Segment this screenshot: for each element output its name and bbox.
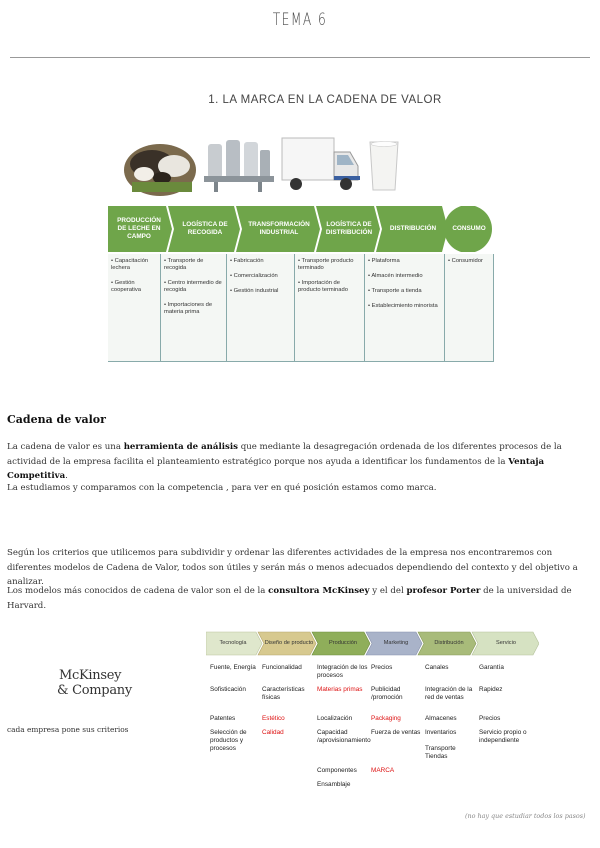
cadena-paragraph-4: Los modelos más conocidos de cadena de valor son el de la consultora McKinsey y el del profesor Porter de la universidad de Harvard. <box>7 586 572 611</box>
mk-cell: Selección de productos y procesos <box>210 729 247 752</box>
activity-item: • Transporte a tienda <box>368 287 422 294</box>
mk-cell: Características físicas <box>262 686 305 701</box>
mk-cell: Calidad <box>262 729 284 736</box>
stage-label-logistica-recogida: LOGÍSTICA DE RECOGIDA <box>182 221 228 236</box>
stage-activities-distribucion <box>364 254 444 362</box>
activity-item: • Comercialización <box>230 272 278 279</box>
activity-item: • Fabricación <box>230 258 264 264</box>
mk-cell: MARCA <box>371 767 395 774</box>
stage-activities-consumo <box>444 254 494 362</box>
mk-cell: Fuerza de ventas <box>371 729 421 736</box>
stage-activities-logistica-recogida <box>160 254 226 362</box>
mk-cell: Patentes <box>210 715 236 722</box>
mk-cell: Garantía <box>479 664 504 671</box>
activity-item: • Almacén intermedio <box>368 272 423 279</box>
cadena-paragraph-3: Según los criterios que utilicemos para subdividir y ordenar las diferentes actividades de la empresa nos encontraremos con diferentes modelos de Cadena de Valor, todos son útiles y serán más o menos adecuados dependiendo del contexto y del objetivo a analizar. <box>7 548 578 587</box>
mk-cell: Localización <box>317 715 353 722</box>
mk-cell: Precios <box>479 715 501 722</box>
activity-item: • Capacitación lechera <box>111 258 149 271</box>
mk-header-servicio: Servicio <box>496 640 516 647</box>
cadena-heading: Cadena de valor <box>7 413 106 426</box>
stage-label-distribucion: DISTRIBUCIÓN <box>389 225 437 232</box>
activity-item: • Importación de producto terminado <box>298 279 348 293</box>
cadena-paragraph-2: La estudiamos y comparamos con la competencia , para ver en qué posición estamos como marca. <box>7 483 437 493</box>
mk-header-produccion: Producción <box>329 640 357 647</box>
stage-label-consumo: CONSUMO <box>452 225 486 232</box>
mk-cell: Servicio propio o independiente <box>479 729 527 744</box>
title-divider <box>10 57 590 58</box>
activity-item: • Gestión cooperativa <box>111 279 141 293</box>
mk-cell: Almacenes <box>425 715 457 722</box>
mk-cell: Funcionalidad <box>262 664 302 671</box>
mk-header-diseno: Diseño de producto <box>264 640 314 647</box>
mk-cell: Capacidad /aprovisionamiento <box>317 729 371 744</box>
activity-item: • Transporte de recogida <box>164 258 204 271</box>
footnote: (no hay que estudiar todos los pasos) <box>465 812 586 820</box>
mk-cell: Fuente, Energía <box>210 664 256 671</box>
mk-cell: Sofisticación <box>210 686 246 693</box>
activity-item: • Plataforma <box>368 258 400 264</box>
mk-cell: Componentes <box>317 767 357 774</box>
section-heading: 1. LA MARCA EN LA CADENA DE VALOR <box>208 94 442 106</box>
cows-image <box>122 130 200 198</box>
page-title: TEMA 6 <box>272 10 328 30</box>
value-chain-diagram <box>108 130 494 362</box>
mk-cell: Rapidez <box>479 686 503 693</box>
activity-item: • Importaciones de materia prima <box>164 301 213 315</box>
mk-cell: Estético <box>262 715 285 722</box>
mk-cell: Transporte Tiendas <box>425 745 456 760</box>
mk-cell: Inventarios <box>425 729 457 736</box>
mk-cell: Packaging <box>371 715 401 722</box>
industrial-machinery-image <box>204 130 274 198</box>
mckinsey-caption: cada empresa pone sus criterios <box>7 725 129 734</box>
cadena-paragraph-1: La cadena de valor es una herramienta de análisis que mediante la desagregación ordenada de los diferentes procesos de la actividad de la empresa facilita el planteamiento estratégico porque nos ayuda a identificar los fundamentos de la Ventaja Competitiva. <box>7 442 562 481</box>
mk-cell: Canales <box>425 664 449 671</box>
activity-item: • Transporte producto terminado <box>298 258 354 271</box>
mk-cell: Materias primas <box>317 686 363 693</box>
activity-item: • Gestión industrial <box>230 287 279 294</box>
mk-cell: Publicidad /promoción <box>371 686 403 701</box>
mk-cell: Integración de la red de ventas <box>425 686 473 701</box>
stage-label-transformacion: TRANSFORMACIÓN INDUSTRIAL <box>248 221 310 236</box>
stage-label-produccion: PRODUCCIÓN DE LECHE EN CAMPO <box>117 217 161 240</box>
mk-header-distribucion: Distribución <box>434 640 464 647</box>
stage-activities-logistica-distribucion <box>294 254 364 362</box>
mckinsey-logo: McKinsey & Company <box>57 668 132 698</box>
stage-activities-transformacion <box>226 254 294 362</box>
mk-cell: Ensamblaje <box>317 781 351 788</box>
activity-item: • Consumidor <box>448 258 483 264</box>
mk-header-tecnologia: Tecnología <box>219 640 247 647</box>
stage-label-logistica-distribucion: LOGÍSTICA DE DISTRIBUCIÓN <box>325 221 373 236</box>
truck-image <box>280 130 362 198</box>
activity-item: • Establecimiento minorista <box>368 302 438 309</box>
mckinsey-value-chain <box>206 630 539 800</box>
activity-item: • Centro intermedio de recogida <box>164 279 222 293</box>
mk-cell: Integración de los procesos <box>317 664 368 679</box>
stage-activities-produccion <box>108 254 158 362</box>
mk-cell: Precios <box>371 664 393 671</box>
mk-header-marketing: Marketing <box>383 640 409 647</box>
milk-glass-image <box>364 130 404 198</box>
